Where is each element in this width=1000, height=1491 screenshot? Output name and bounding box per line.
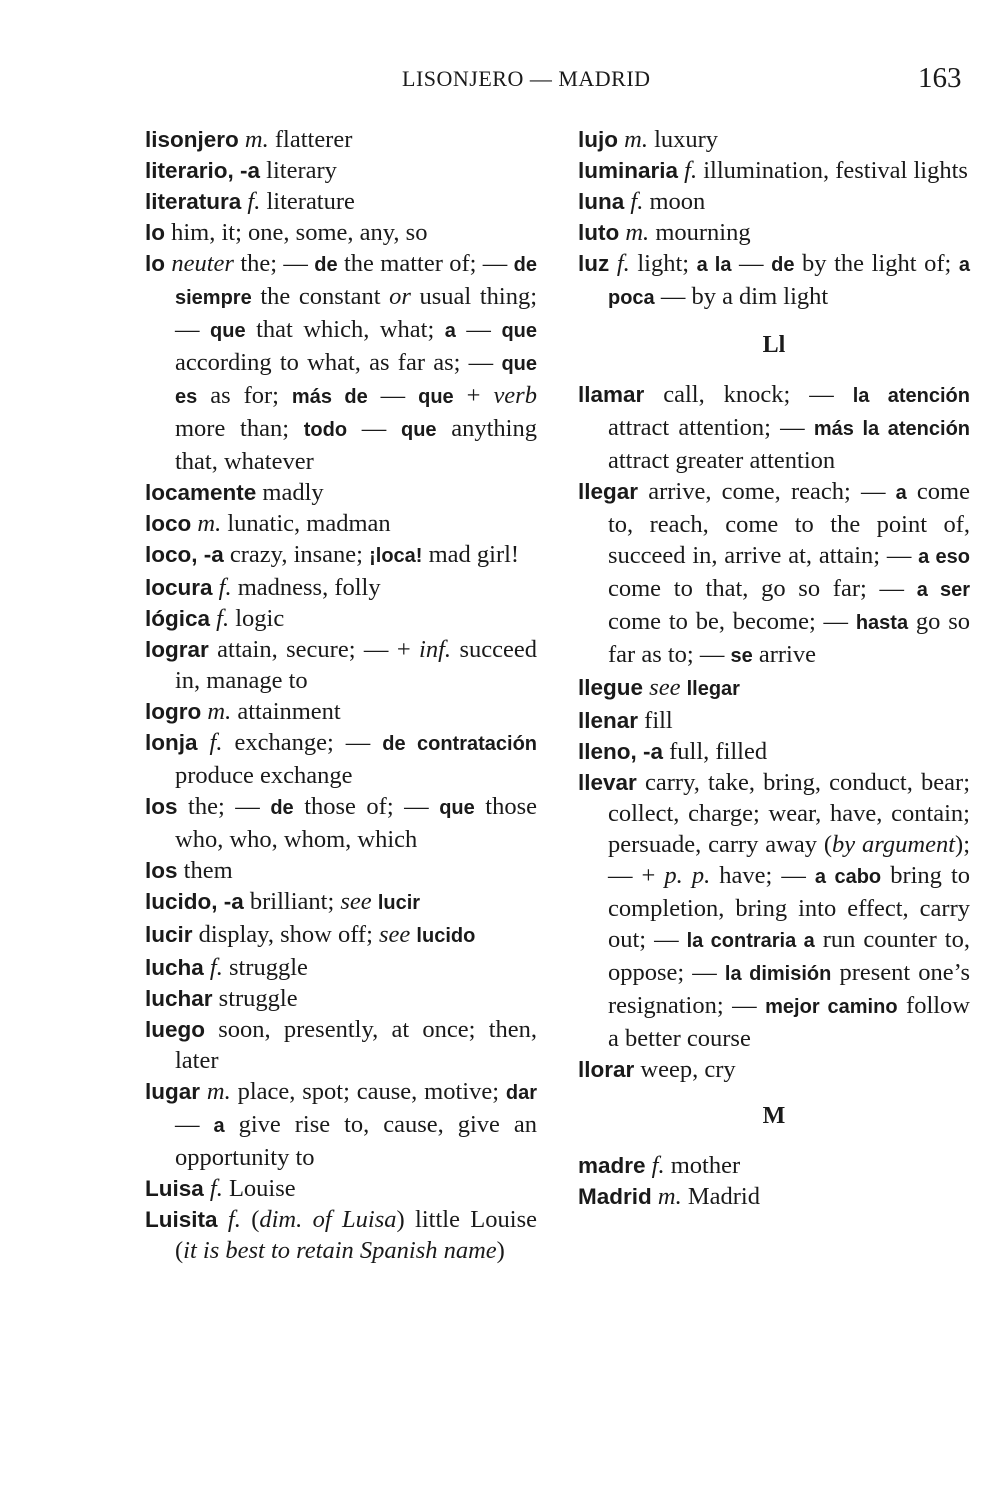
entry-headword: lonja [145, 730, 198, 755]
italic-label: dim. of Luisa [259, 1206, 397, 1233]
italic-label: m. [207, 698, 232, 725]
definition-text: display, show off; [192, 921, 379, 948]
definition-text [198, 729, 210, 756]
spanish-phrase: todo [303, 419, 348, 441]
dictionary-entry [578, 155, 970, 186]
entry-headword: luz [578, 251, 610, 276]
spanish-phrase: hasta [855, 612, 909, 634]
italic-label: f. [209, 954, 223, 981]
definition-text: follow a better course [608, 992, 970, 1052]
spanish-phrase: a poca [608, 254, 971, 309]
entry-headword: lo [145, 251, 165, 276]
entry-headword: luminaria [578, 158, 679, 183]
definition-text: attract greater attention [608, 447, 836, 474]
entry-headword: loco [145, 511, 192, 536]
definition-text: logic [229, 605, 285, 632]
running-head: LISONJERO — MADRID [402, 66, 651, 91]
entry-headword: literario, -a [145, 158, 261, 183]
spanish-phrase: más la atención [813, 418, 970, 440]
dictionary-entry [578, 705, 970, 736]
dictionary-entry [145, 1204, 537, 1266]
definition-text: the; — [233, 250, 315, 277]
spanish-phrase: a [213, 1115, 225, 1137]
dictionary-entry [145, 791, 537, 855]
italic-label: m. [206, 1078, 231, 1105]
definition-text: — [455, 316, 502, 343]
dictionary-entry [578, 672, 970, 705]
definition-text: give rise to, cause, give an opportunity to [175, 1111, 538, 1171]
spanish-phrase: mejor camino [765, 996, 898, 1018]
dictionary-entry [578, 1150, 970, 1181]
dictionary-entry [145, 155, 537, 186]
dictionary-entry [145, 186, 537, 217]
definition-text: lunatic, madman [221, 510, 391, 537]
spanish-phrase: que [400, 419, 437, 441]
definition-text: that which, what; [245, 316, 445, 343]
entry-headword: lucir [145, 922, 193, 947]
entry-headword: luna [578, 189, 625, 214]
spanish-phrase: de [270, 797, 294, 819]
spanish-phrase: a [895, 482, 907, 504]
definition-text: produce exchange [175, 762, 353, 789]
dictionary-entry [578, 248, 970, 314]
definition-text: him, it; one, some, any, so [165, 219, 428, 246]
definition-text: madness, folly [231, 574, 381, 601]
definition-text: soon, presently, at once; then, later [175, 1016, 537, 1074]
dictionary-entry [145, 217, 537, 248]
definition-text: struggle [212, 985, 298, 1012]
definition-text: exchange; — [222, 729, 383, 756]
definition-text [200, 1078, 207, 1105]
entry-headword: logro [145, 699, 202, 724]
entry-headword: llevar [578, 770, 637, 795]
italic-label: f. [227, 1206, 241, 1233]
spanish-phrase: de [314, 254, 338, 276]
definition-text: present one’s resignation; — [608, 959, 970, 1019]
italic-label: f. [218, 574, 232, 601]
dictionary-entry [145, 634, 537, 696]
definition-text: Louise [222, 1175, 296, 1202]
spanish-phrase: de [771, 254, 795, 276]
definition-text: have; — [710, 862, 815, 889]
entry-headword: Luisa [145, 1176, 204, 1201]
definition-text: arrive [752, 641, 816, 668]
entry-headword: lucha [145, 955, 204, 980]
dictionary-entry [145, 855, 537, 886]
entry-headword: lógica [145, 606, 211, 631]
italic-label: m. [657, 1183, 682, 1210]
definition-text: place, spot; cause, motive; [230, 1078, 506, 1105]
italic-label: f. [209, 729, 223, 756]
definition-text: according to what, as far as; — [175, 349, 502, 376]
entry-headword: madre [578, 1153, 646, 1178]
definition-text: attract attention; — [608, 414, 814, 441]
italic-label: f. [684, 157, 698, 184]
spanish-phrase: que [418, 386, 454, 408]
dictionary-entry [578, 186, 970, 217]
italic-label: neuter [171, 250, 234, 277]
entry-headword: llenar [578, 708, 639, 733]
definition-text [218, 1206, 228, 1233]
spanish-phrase: a cabo [814, 866, 882, 888]
definition-text: illumination, festival lights [697, 157, 968, 184]
spanish-phrase: la contraria a [686, 930, 815, 952]
italic-label: it is best to retain Spanish name [183, 1237, 497, 1264]
definition-text: — [347, 415, 401, 442]
entry-headword: Madrid [578, 1184, 652, 1209]
definition-text: mother [664, 1152, 741, 1179]
left-column [145, 124, 537, 1266]
definition-text: light; [629, 250, 697, 277]
section-letter: M [762, 1103, 786, 1129]
definition-text: luxury [647, 126, 719, 153]
dictionary-entry [578, 217, 970, 248]
italic-label: f. [216, 605, 230, 632]
definition-text: by the light of; [794, 250, 959, 277]
definition-text: — by a dim light [654, 283, 829, 310]
entry-headword: lujo [578, 127, 618, 152]
dictionary-entry [145, 508, 537, 539]
dictionary-entry [145, 248, 537, 477]
entry-headword: llegue [578, 675, 644, 700]
spanish-phrase: a la [696, 254, 732, 276]
entry-headword: lisonjero [145, 127, 239, 152]
dictionary-entry [145, 572, 537, 603]
page-header [0, 62, 1000, 102]
definition-text: the; — [177, 793, 271, 820]
spanish-phrase: que es [175, 353, 537, 408]
definition-text: crazy, insane; [223, 541, 370, 568]
italic-label: m. [244, 126, 269, 153]
spanish-phrase: dar [505, 1082, 538, 1104]
definition-text: — [367, 382, 419, 409]
dictionary-entry [578, 1181, 970, 1212]
definition-text: literary [260, 157, 337, 184]
italic-label: f. [247, 188, 261, 215]
entry-headword: llorar [578, 1057, 635, 1082]
italic-label: see [379, 921, 411, 948]
definition-text: attainment [231, 698, 341, 725]
definition-text: ) little Louise ( [175, 1206, 537, 1264]
entry-headword: lugar [145, 1079, 201, 1104]
italic-label: p. p. [664, 862, 711, 889]
italic-label: f. [209, 1175, 223, 1202]
entry-headword: literatura [145, 189, 242, 214]
definition-text: mad girl! [422, 541, 520, 568]
definition-text: anything that, whatever [175, 415, 537, 475]
dictionary-entry [145, 1173, 537, 1204]
entry-headword: lograr [145, 637, 209, 662]
dictionary-entry [145, 539, 537, 572]
dictionary-entry [145, 952, 537, 983]
section-letter: Ll [762, 332, 786, 358]
spanish-phrase: ¡loca! [369, 545, 423, 567]
dictionary-entry [578, 767, 970, 1054]
dictionary-entry [578, 476, 970, 672]
definition-text: moon [643, 188, 706, 215]
definition-text: more than; [175, 415, 304, 442]
dictionary-entry [578, 124, 970, 155]
italic-label: by argument [832, 831, 956, 858]
italic-label: or [389, 283, 411, 310]
entry-headword: llegar [578, 479, 639, 504]
definition-text: usual thing; — [175, 283, 537, 343]
entry-headword: locura [145, 575, 213, 600]
spanish-phrase: llegar [686, 678, 740, 700]
definition-text: run counter to, oppose; — [608, 926, 970, 986]
spanish-phrase: a ser [916, 579, 970, 601]
definition-text: mourning [649, 219, 751, 246]
definition-text: come to that, go so far; — [608, 575, 917, 602]
definition-text: those of; — [293, 793, 440, 820]
spanish-phrase: de contratación [382, 733, 538, 755]
italic-label: verb [493, 382, 537, 409]
entry-headword: locamente [145, 480, 257, 505]
entry-headword: luchar [145, 986, 213, 1011]
spanish-phrase: que [210, 320, 246, 342]
definition-text: brilliant; [243, 888, 341, 915]
definition-text: them [177, 857, 233, 884]
spanish-phrase: lucido [416, 925, 476, 947]
italic-label: f. [630, 188, 644, 215]
dictionary-entry [578, 379, 970, 476]
definition-text: ); — + [608, 831, 971, 889]
definition-text: + [453, 382, 494, 409]
entry-headword: lo [145, 220, 165, 245]
entry-headword: los [145, 858, 178, 883]
page-number: 163 [918, 62, 962, 94]
definition-text: literature [260, 188, 355, 215]
dictionary-entry [145, 1014, 537, 1076]
spanish-phrase: la dimisión [724, 963, 832, 985]
definition-text: go so far as to; — [608, 608, 970, 668]
entry-headword: luto [578, 220, 620, 245]
definition-text: struggle [222, 954, 308, 981]
spanish-phrase: más de [291, 386, 368, 408]
definition-text: full, filled [663, 738, 768, 765]
definition-text: attain, secure; — + [208, 636, 420, 663]
definition-text: those who, who, whom, which [175, 793, 538, 853]
italic-label: inf. [419, 636, 452, 663]
dictionary-entry [145, 603, 537, 634]
dictionary-entry [578, 736, 970, 767]
spanish-phrase: que [439, 797, 475, 819]
dictionary-entry [145, 696, 537, 727]
definition-text: flatterer [268, 126, 353, 153]
dictionary-entry [578, 1054, 970, 1085]
definition-text: the constant [251, 283, 390, 310]
definition-text: as for; [197, 382, 292, 409]
italic-label: see [649, 674, 681, 701]
dictionary-entry [145, 1076, 537, 1173]
definition-text: madly [256, 479, 324, 506]
dictionary-entry [145, 124, 537, 155]
spanish-phrase: lucir [377, 892, 421, 914]
italic-label: f. [616, 250, 630, 277]
definition-text: arrive, come, reach; — [638, 478, 896, 505]
spanish-phrase: a eso [918, 546, 970, 568]
entry-headword: Luisita [145, 1207, 218, 1232]
italic-label: m. [625, 219, 650, 246]
definition-text: call, knock; — [644, 381, 853, 408]
entry-headword: lucido, -a [145, 889, 244, 914]
italic-label: m. [197, 510, 222, 537]
definition-text: ) [496, 1237, 505, 1264]
definition-text: — [731, 250, 772, 277]
entry-headword: loco, -a [145, 542, 224, 567]
dictionary-entry [145, 983, 537, 1014]
dictionary-entry [145, 919, 537, 952]
right-column [578, 124, 970, 1212]
definition-text: the matter of; — [337, 250, 514, 277]
dictionary-entry [145, 886, 537, 919]
spanish-phrase: de siempre [175, 254, 537, 309]
spanish-phrase: que [501, 320, 538, 342]
definition-text: carry, take, bring, conduct, bear; collect, charge; wear, have, contain; persuade, carry away ( [608, 769, 970, 858]
italic-label: f. [651, 1152, 665, 1179]
definition-text: — [175, 1111, 214, 1138]
spanish-phrase: se [730, 645, 753, 667]
definition-text: Madrid [681, 1183, 760, 1210]
entry-headword: llamar [578, 382, 645, 407]
definition-text: come to, reach, come to the point of, succeed in, arrive at, attain; — [608, 478, 970, 569]
definition-text: bring to completion, bring into effect, carry out; — [608, 862, 971, 953]
spanish-phrase: a [444, 320, 456, 342]
spanish-phrase: la atención [852, 385, 970, 407]
definition-text: fill [638, 707, 673, 734]
definition-text: ( [240, 1206, 260, 1233]
entry-headword: lleno, -a [578, 739, 664, 764]
italic-label: see [340, 888, 372, 915]
dictionary-entry [145, 477, 537, 508]
entry-headword: luego [145, 1017, 205, 1042]
definition-text: weep, cry [634, 1056, 736, 1083]
definition-text [609, 250, 617, 277]
dictionary-entry [145, 727, 537, 791]
definition-text: come to be, become; — [608, 608, 856, 635]
italic-label: m. [624, 126, 648, 153]
definition-text: succeed in, manage to [175, 636, 537, 694]
entry-headword: los [145, 794, 178, 819]
